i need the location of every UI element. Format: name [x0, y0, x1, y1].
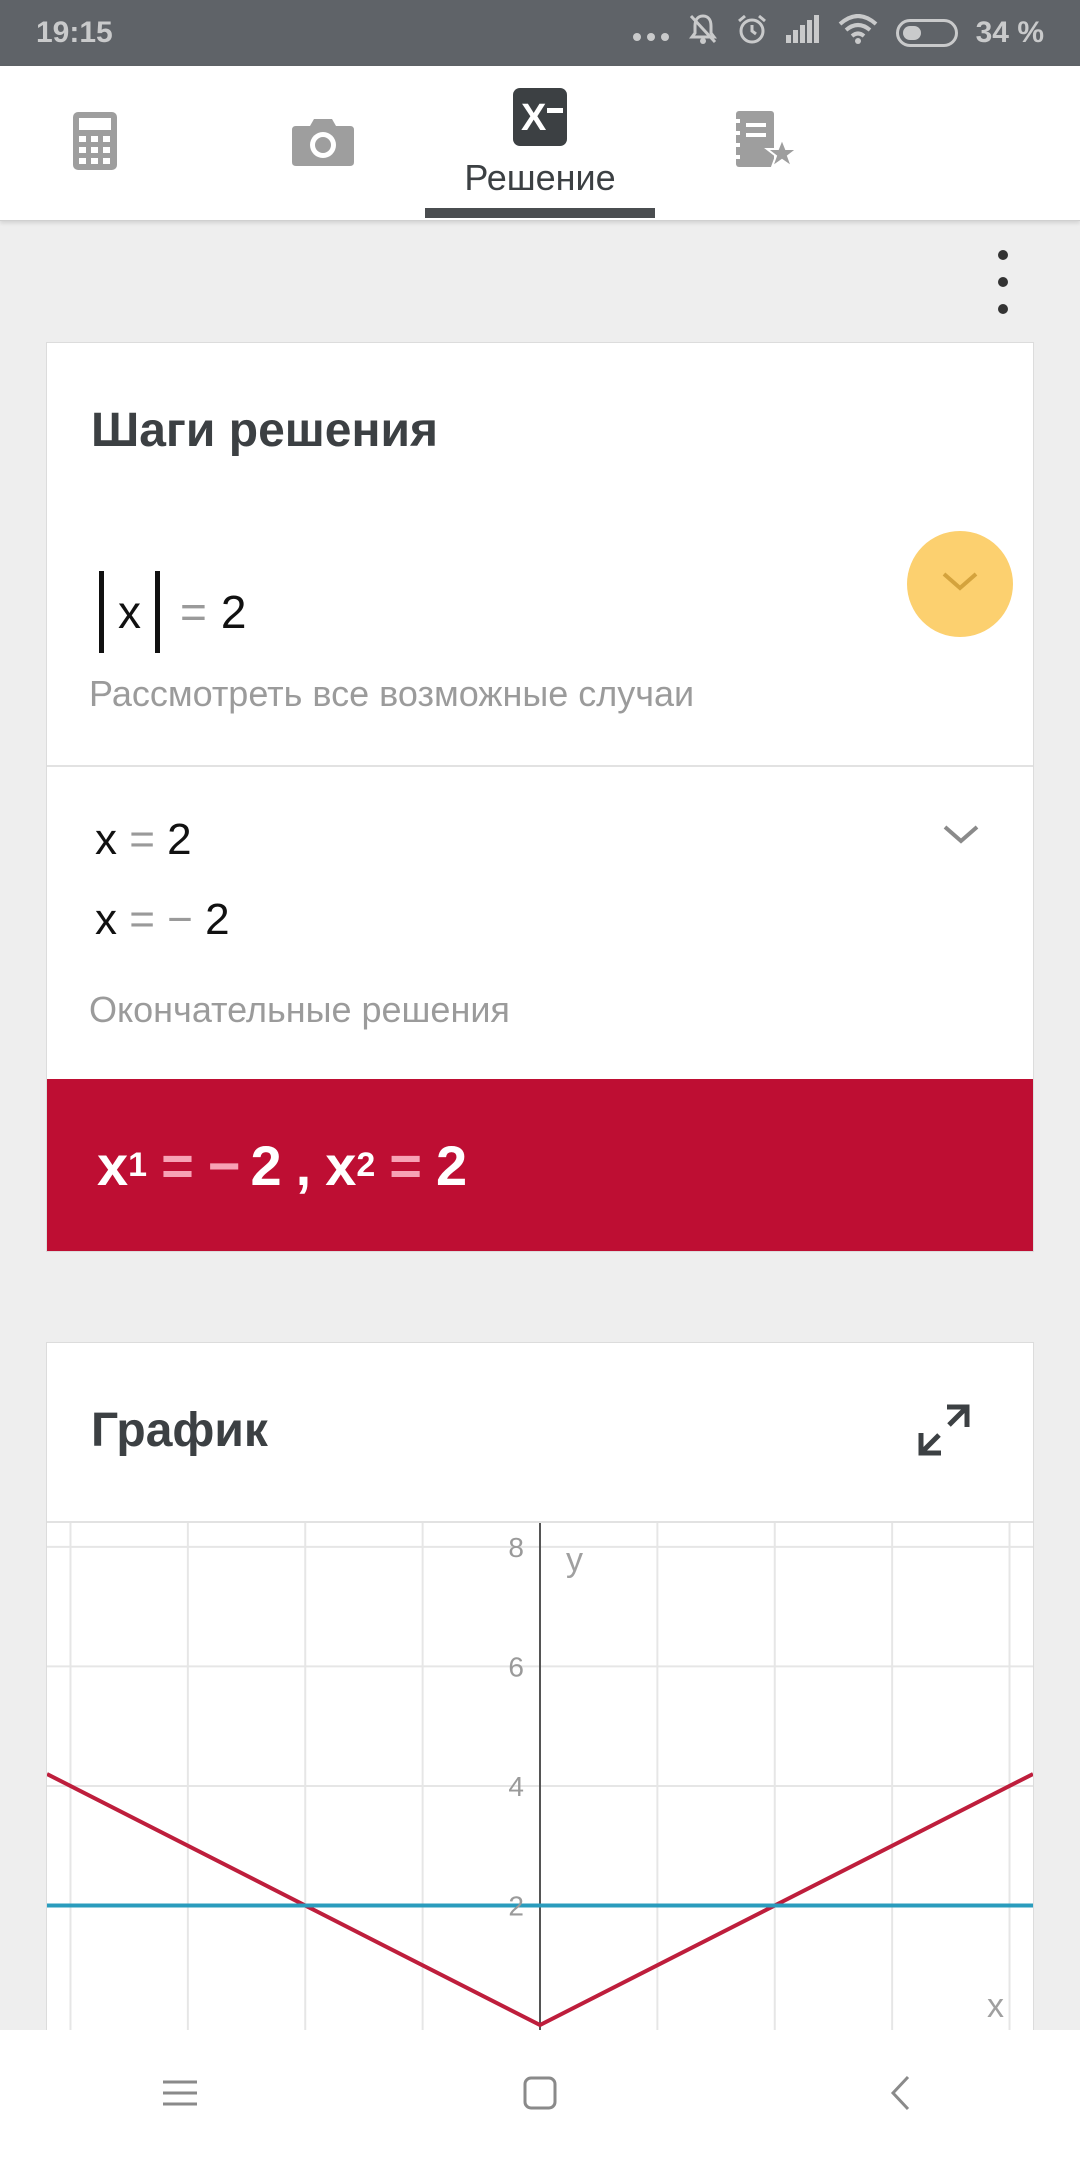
x-minus-icon [513, 88, 567, 151]
y-axis-label: y [566, 1540, 583, 1579]
expand-step-button[interactable] [907, 531, 1013, 637]
back-chevron-icon [889, 2074, 911, 2117]
answer-x1-sub: 1 [128, 1145, 148, 1184]
more-notifications-icon [632, 16, 670, 50]
step1-caption: Рассмотреть все возможные случаи [89, 673, 695, 714]
battery-percent: 34 % [975, 16, 1044, 49]
fullscreen-icon[interactable] [917, 1403, 971, 1462]
system-nav-bar [0, 2030, 1080, 2160]
calculator-icon [73, 112, 117, 175]
answer-x2-sub: 2 [356, 1145, 376, 1184]
menu-icon [163, 2079, 197, 2112]
eq-sign: = [180, 586, 207, 638]
active-tab-indicator [425, 208, 655, 218]
answer-x2-value: 2 [435, 1133, 468, 1197]
step2-line1: x = 2 [95, 815, 192, 864]
graph-card [46, 1342, 1034, 2102]
y-tick-label: 8 [508, 1531, 524, 1563]
step2-caption: Окончательные решения [89, 989, 510, 1030]
step2-expand-icon[interactable] [941, 823, 981, 852]
tab-calculator[interactable] [40, 66, 150, 220]
final-answer-bar: x 1 = − 2 , x 2 = 2 [47, 1079, 1033, 1251]
step2-line2: x = − 2 [95, 895, 230, 944]
svg-text:X: X [521, 96, 547, 139]
back-button[interactable] [840, 2035, 960, 2155]
steps-title: Шаги решения [91, 404, 438, 457]
home-square-icon [523, 2076, 557, 2115]
y-tick-label: 6 [508, 1651, 524, 1683]
eq-variable: x [118, 586, 141, 638]
step1-equation [99, 571, 246, 653]
bell-off-icon [688, 13, 718, 53]
camera-icon [292, 116, 354, 171]
alarm-icon [736, 13, 768, 53]
y-tick-label: 2 [508, 1890, 524, 1922]
step-divider [47, 765, 1033, 767]
graph-plot[interactable] [47, 1523, 1033, 2031]
answer-x1-value: 2 [250, 1133, 282, 1197]
more-options-icon[interactable] [985, 250, 1021, 314]
notebook-star-icon [732, 111, 798, 176]
y-tick-label: 4 [508, 1770, 524, 1802]
chevron-down-icon [940, 570, 980, 599]
menu-button[interactable] [120, 2035, 240, 2155]
top-tab-bar [0, 66, 1080, 221]
abs-left-bar [99, 571, 104, 653]
solution-steps-card [46, 342, 1034, 1252]
wifi-icon [838, 14, 878, 52]
abs-right-bar [155, 571, 160, 653]
home-button[interactable] [480, 2035, 600, 2155]
eq-value: 2 [220, 586, 247, 638]
signal-icon [786, 15, 820, 51]
graph-title: График [91, 1404, 268, 1457]
status-bar [0, 0, 1080, 66]
answer-x1-var: x [97, 1133, 129, 1197]
tab-notes[interactable] [720, 66, 810, 220]
x-axis-label: x [987, 1987, 1004, 2025]
tab-solution[interactable] [425, 66, 655, 220]
tab-solution-label: Решение [464, 156, 616, 198]
tab-camera[interactable] [270, 66, 375, 220]
battery-icon [896, 19, 958, 47]
answer-x2-var: x [325, 1133, 357, 1197]
status-time: 19:15 [36, 16, 113, 49]
status-icons [632, 13, 1044, 53]
